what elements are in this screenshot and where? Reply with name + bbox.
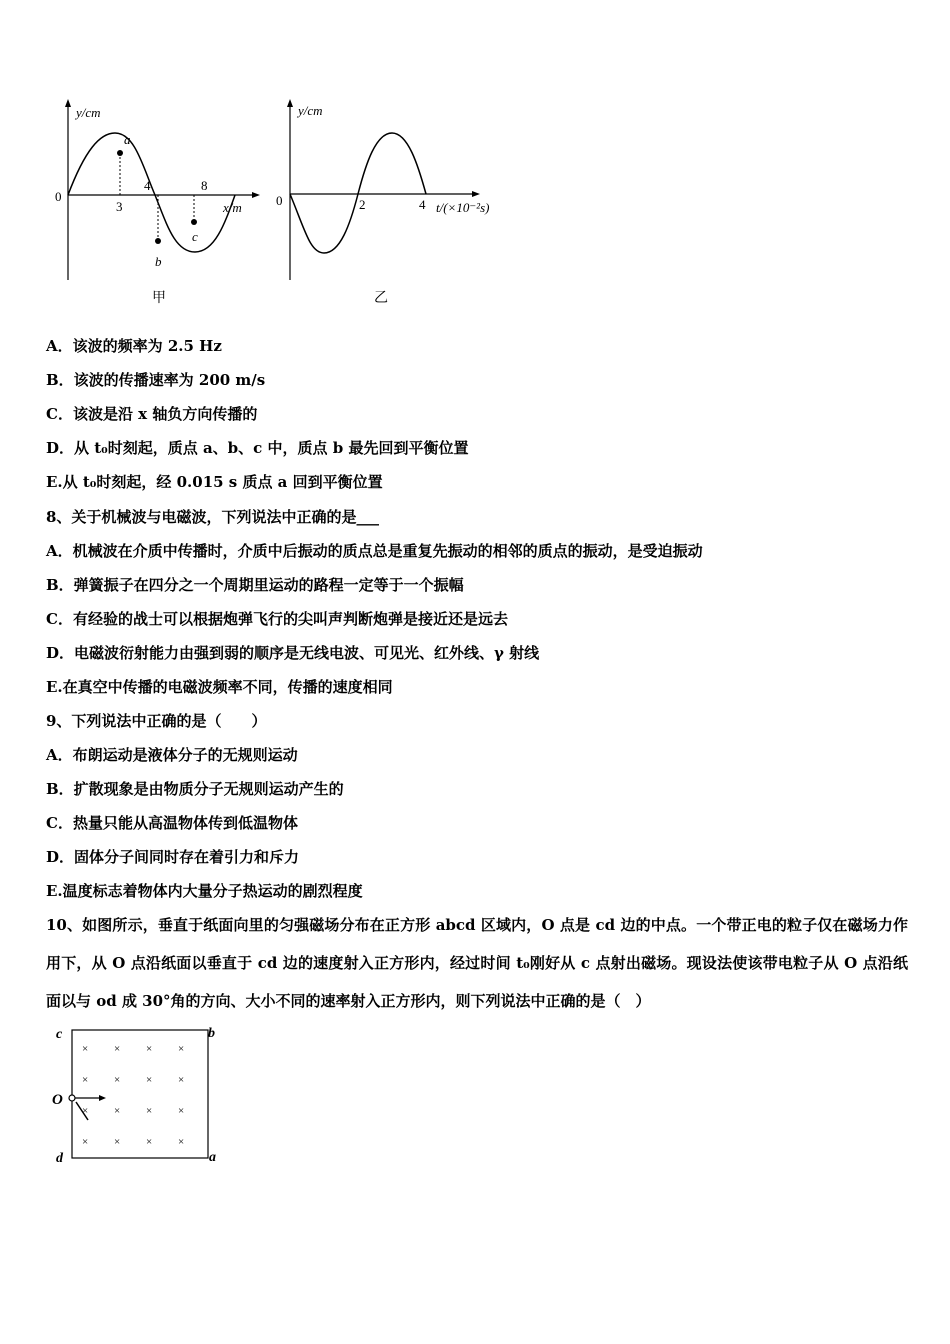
corner-b: b bbox=[208, 1026, 215, 1041]
yi-tick-2: 2 bbox=[359, 197, 366, 212]
corner-a: a bbox=[209, 1150, 216, 1165]
q7-option-d: D．从 t₀时刻起，质点 a、b、c 中，质点 b 最先回到平衡位置 bbox=[46, 439, 469, 457]
jia-caption: 甲 bbox=[152, 291, 166, 306]
q8-option-b: B．弹簧振子在四分之一个周期里运动的路程一定等于一个振幅 bbox=[46, 576, 464, 594]
yi-y-arrow bbox=[287, 99, 293, 107]
jia-label-c: c bbox=[192, 229, 198, 244]
q9-option-a: A．布朗运动是液体分子的无规则运动 bbox=[46, 746, 298, 764]
svg-text:×: × bbox=[114, 1074, 121, 1086]
q8-option-a: A．机械波在介质中传播时，介质中后振动的质点总是重复先振动的相邻的质点的振动，是受迫振动 bbox=[46, 542, 703, 560]
q8-stem: 8、关于机械波与电磁波，下列说法中正确的是___ bbox=[46, 508, 379, 526]
q7-option-b: B．该波的传播速率为 200 m/s bbox=[46, 371, 266, 389]
q7-option-e: E.从 t₀时刻起，经 0.015 s 质点 a 回到平衡位置 bbox=[46, 473, 383, 491]
jia-tick-4: 4 bbox=[144, 178, 151, 193]
yi-tick-4: 4 bbox=[419, 197, 426, 212]
velocity-arrow-head bbox=[99, 1095, 106, 1101]
jia-point-c bbox=[191, 219, 197, 225]
q9-option-c: C．热量只能从高温物体传到低温物体 bbox=[46, 814, 298, 832]
svg-text:×: × bbox=[114, 1105, 121, 1117]
q9-stem: 9、下列说法中正确的是（ ） bbox=[46, 712, 267, 730]
yi-x-arrow bbox=[472, 191, 480, 197]
yi-y-label: y/cm bbox=[298, 103, 323, 118]
yi-x-label: t/(×10⁻²s) bbox=[436, 200, 490, 215]
svg-text:×: × bbox=[114, 1136, 121, 1148]
jia-x-label: x/m bbox=[223, 200, 242, 215]
jia-tick-3: 3 bbox=[116, 199, 123, 214]
svg-text:×: × bbox=[178, 1043, 185, 1055]
svg-text:×: × bbox=[178, 1105, 185, 1117]
jia-tick-8: 8 bbox=[201, 178, 208, 193]
svg-text:×: × bbox=[146, 1074, 153, 1086]
jia-origin: 0 bbox=[55, 189, 62, 204]
svg-text:×: × bbox=[82, 1074, 89, 1086]
jia-wave-curve bbox=[68, 133, 235, 252]
jia-y-arrow bbox=[65, 99, 71, 107]
svg-text:×: × bbox=[146, 1136, 153, 1148]
jia-label-a: a bbox=[124, 132, 131, 147]
corner-c: c bbox=[56, 1027, 63, 1042]
point-o-marker bbox=[69, 1095, 75, 1101]
svg-text:×: × bbox=[178, 1136, 185, 1148]
yi-vibration-curve bbox=[290, 133, 426, 253]
svg-text:×: × bbox=[82, 1136, 89, 1148]
svg-text:×: × bbox=[146, 1043, 153, 1055]
q8-option-c: C．有经验的战士可以根据炮弹飞行的尖叫声判断炮弹是接近还是远去 bbox=[46, 610, 508, 628]
q8-option-e: E.在真空中传播的电磁波频率不同，传播的速度相同 bbox=[46, 678, 393, 696]
q7-option-c: C．该波是沿 x 轴负方向传播的 bbox=[46, 405, 258, 423]
q9-option-d: D．固体分子间同时存在着引力和斥力 bbox=[46, 848, 300, 866]
field-crosses bbox=[82, 1043, 184, 1148]
magnetic-field-figure bbox=[48, 1020, 228, 1170]
yi-caption: 乙 bbox=[374, 291, 388, 306]
jia-x-arrow bbox=[252, 192, 260, 198]
q9-option-b: B．扩散现象是由物质分子无规则运动产生的 bbox=[46, 780, 344, 798]
jia-y-label: y/cm bbox=[76, 105, 101, 120]
jia-point-b bbox=[155, 238, 161, 244]
svg-text:×: × bbox=[82, 1105, 89, 1117]
q10-stem: 10、如图所示，垂直于纸面向里的匀强磁场分布在正方形 abcd 区域内，O 点是 cd 边的中点。一个带正电的粒子仅在磁场力作用下，从 O 点沿纸面以垂直于 cd 边的速度射入正方形内，经过时间 t₀刚好从 c 点射出磁场。现设法使该带电粒子从 O 点沿纸面以与 od 成 30°角的方向、大小不同的速率射入正方形内，则下列说法中正确的是（ ） bbox=[46, 916, 908, 1010]
svg-text:×: × bbox=[146, 1105, 153, 1117]
q9-option-e: E.温度标志着物体内大量分子热运动的剧烈程度 bbox=[46, 882, 363, 900]
svg-text:×: × bbox=[178, 1074, 185, 1086]
vibration-graph-yi bbox=[270, 95, 530, 310]
q8-option-d: D．电磁波衍射能力由强到弱的顺序是无线电波、可见光、红外线、γ 射线 bbox=[46, 644, 540, 662]
jia-label-b: b bbox=[155, 254, 162, 269]
field-square bbox=[72, 1030, 208, 1158]
label-o: O bbox=[52, 1092, 63, 1108]
yi-origin: 0 bbox=[276, 193, 283, 208]
svg-text:×: × bbox=[82, 1043, 89, 1055]
svg-text:×: × bbox=[114, 1043, 121, 1055]
wave-graph-jia bbox=[40, 95, 270, 310]
q7-option-a: A．该波的频率为 2.5 Hz bbox=[46, 337, 222, 355]
corner-d: d bbox=[56, 1151, 63, 1166]
jia-point-a bbox=[117, 150, 123, 156]
